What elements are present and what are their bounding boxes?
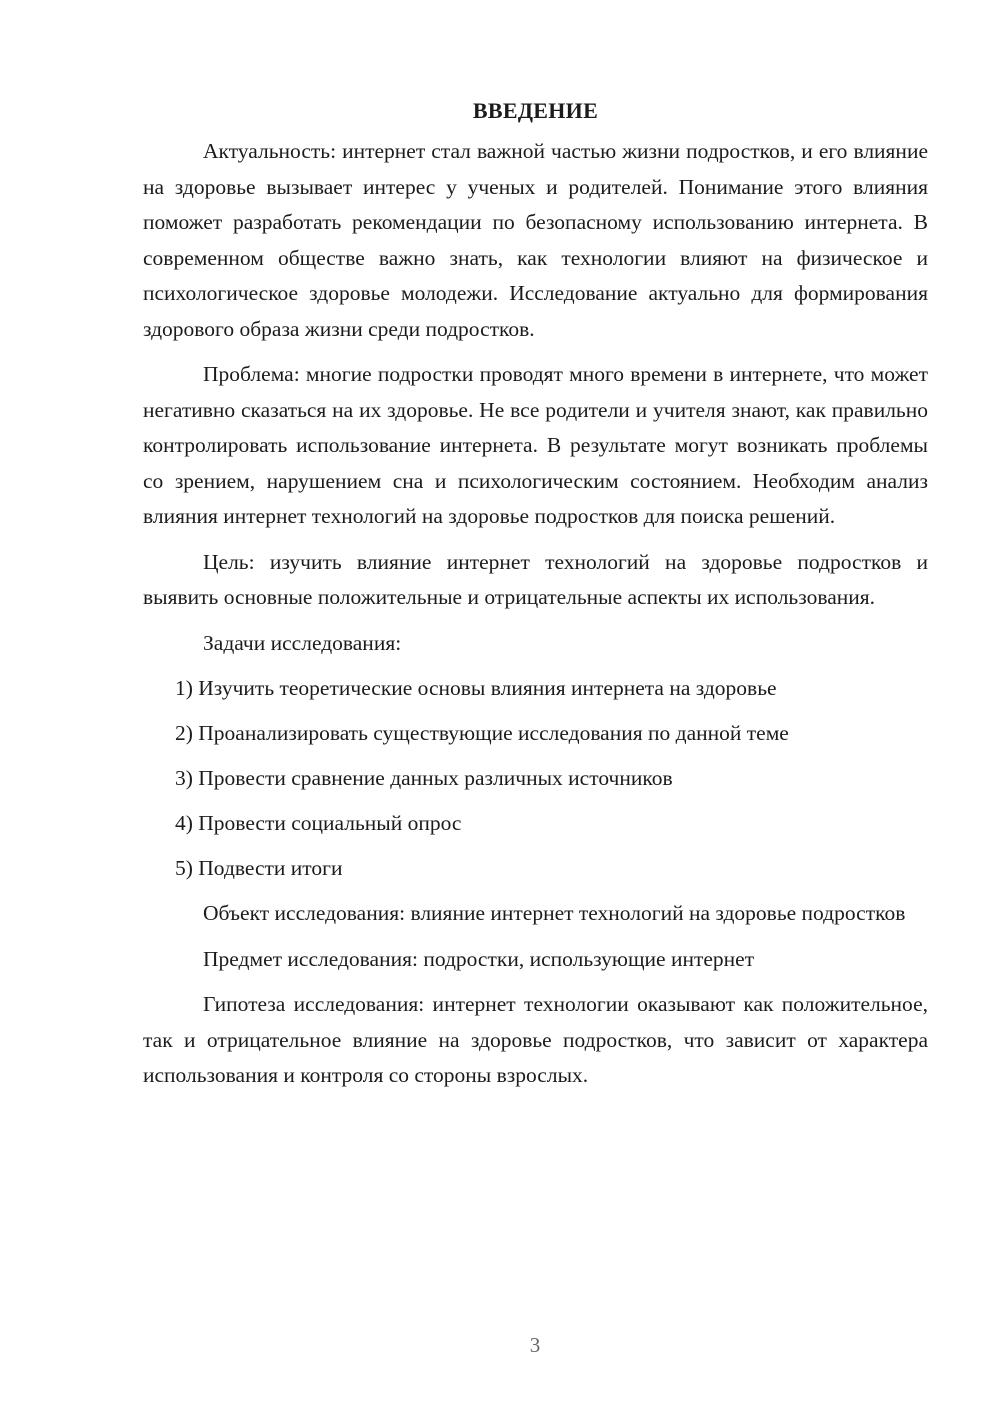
paragraph-relevance: Актуальность: интернет стал важной частью жизни подростков, и его влияние на здоровье вызывает интерес у ученых и родителей. Понимание этого влияния поможет разработать рекомендации по безопасному использованию интернета. В современном обществе важно знать, как технологии влияют на физическое и психологическое здоровье молодежи. Исследование актуально для формирования здорового образа жизни среди подростков. [143,139,928,341]
page-number: 3 [529,1333,541,1357]
tasks-heading: Задачи исследования: [203,630,402,655]
task-item-5: 5) Подвести итоги [175,856,343,880]
task-item-2: 2) Проанализировать существующие исследования по данной теме [175,721,789,745]
page-title: ВВЕДЕНИЕ [472,98,599,123]
paragraph-goal: Цель: изучить влияние интернет технологий на здоровье подростков и выявить основные положительные и отрицательные аспекты их использования. [143,549,928,609]
task-item-1: 1) Изучить теоретические основы влияния интернета на здоровье [175,676,777,700]
paragraph-object: Объект исследования: влияние интернет технологий на здоровье подростков [203,901,906,925]
paragraph-subject: Предмет исследования: подростки, использующие интернет [203,946,755,971]
task-list [143,671,928,887]
paragraph-problem: Проблема: многие подростки проводят много времени в интернете, что может негативно сказаться на их здоровье. Не все родители и учителя знают, как правильно контролировать использование интернета. В результате могут возникать проблемы со зрением, нарушением сна и психологическим состоянием. Необходим анализ влияния интернет технологий на здоровье подростков для поиска решений. [143,362,928,528]
task-item-3: 3) Провести сравнение данных различных источников [175,766,673,790]
page-content [143,96,928,1104]
task-item-4: 4) Провести социальный опрос [175,811,462,835]
paragraph-hypothesis: Гипотеза исследования: интернет технологии оказывают как положительное, так и отрицательное влияние на здоровье подростков, что зависит от характера использования и контроля со стороны взрослых. [143,992,928,1087]
